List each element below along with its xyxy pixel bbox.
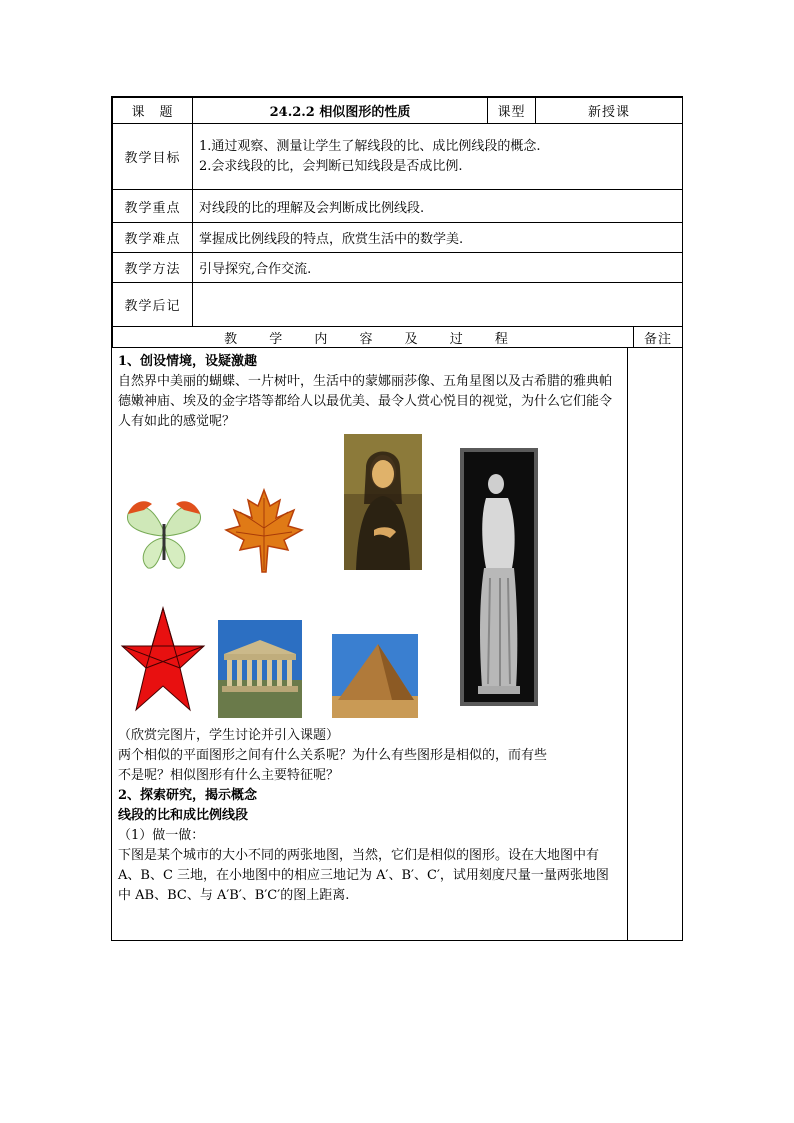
star-image — [120, 606, 206, 716]
lesson-title: 24.2.2 相似图形的性质 — [193, 98, 488, 124]
goal-text — [193, 124, 683, 190]
butterfly-image — [124, 494, 204, 574]
remark-header: 备注 — [634, 327, 683, 348]
mona-lisa-image — [344, 434, 422, 570]
goal-line-2: 2.会求线段的比，会判断已知线段是否成比例. — [199, 158, 463, 174]
pyramid-image — [332, 634, 418, 718]
key-label: 教学重点 — [113, 190, 193, 223]
goal-line-1: 1.通过观察、测量让学生了解线段的比、成比例线段的概念. — [199, 138, 541, 154]
venus-statue-image — [460, 448, 538, 706]
note-label: 教学后记 — [113, 283, 193, 327]
hard-text: 掌握成比例线段的特点，欣赏生活中的数学美. — [193, 223, 683, 253]
parthenon-image — [218, 620, 302, 718]
process-header: 教 学 内 容 及 过 程 — [113, 327, 634, 348]
hard-label: 教学难点 — [113, 223, 193, 253]
image-gallery — [118, 434, 621, 724]
image-caption: （欣赏完图片，学生讨论并引入课题） — [118, 728, 340, 743]
note-text — [193, 283, 683, 327]
step-text: 下图是某个城市的大小不同的两张地图，当然，它们是相似的图形。设在大地图中有 A、B、C 三地，在小地图中的相应三地记为 A′、B′、C′，试用刻度尺量一量两张地图中 AB、BC、与 A′B′、B′C′的图上距离. — [118, 848, 609, 903]
topic-label: 课 题 — [113, 98, 193, 124]
question-line-2: 不是呢？相似图形有什么主要特征呢？ — [118, 768, 340, 783]
type-value: 新授课 — [536, 98, 683, 124]
section-1-text: 自然界中美丽的蝴蝶、一片树叶，生活中的蒙娜丽莎像、五角星图以及古希腊的雅典帕德嫩神庙、埃及的金字塔等都给人以最优美、最令人赏心悦目的视觉，为什么它们能令人有如此的感觉呢？ — [118, 374, 613, 429]
maple-leaf-image — [224, 488, 304, 574]
lesson-plan-sheet — [111, 96, 683, 941]
method-label: 教学方法 — [113, 253, 193, 283]
section-1-title: 1、创设情境，设疑激趣 — [118, 354, 258, 369]
type-label: 课型 — [488, 98, 536, 124]
section-2-title: 2、探索研究，揭示概念 — [118, 788, 258, 803]
goal-label: 教学目标 — [113, 124, 193, 190]
lesson-plan-table — [112, 97, 683, 348]
key-text: 对线段的比的理解及会判断成比例线段. — [193, 190, 683, 223]
process-content — [112, 348, 628, 940]
question-line-1: 两个相似的平面图形之间有什么关系呢？为什么有些图形是相似的，而有些 — [118, 748, 548, 763]
step-label: （1）做一做： — [118, 828, 205, 843]
section-2-subtitle: 线段的比和成比例线段 — [118, 808, 249, 823]
method-text: 引导探究,合作交流. — [193, 253, 683, 283]
